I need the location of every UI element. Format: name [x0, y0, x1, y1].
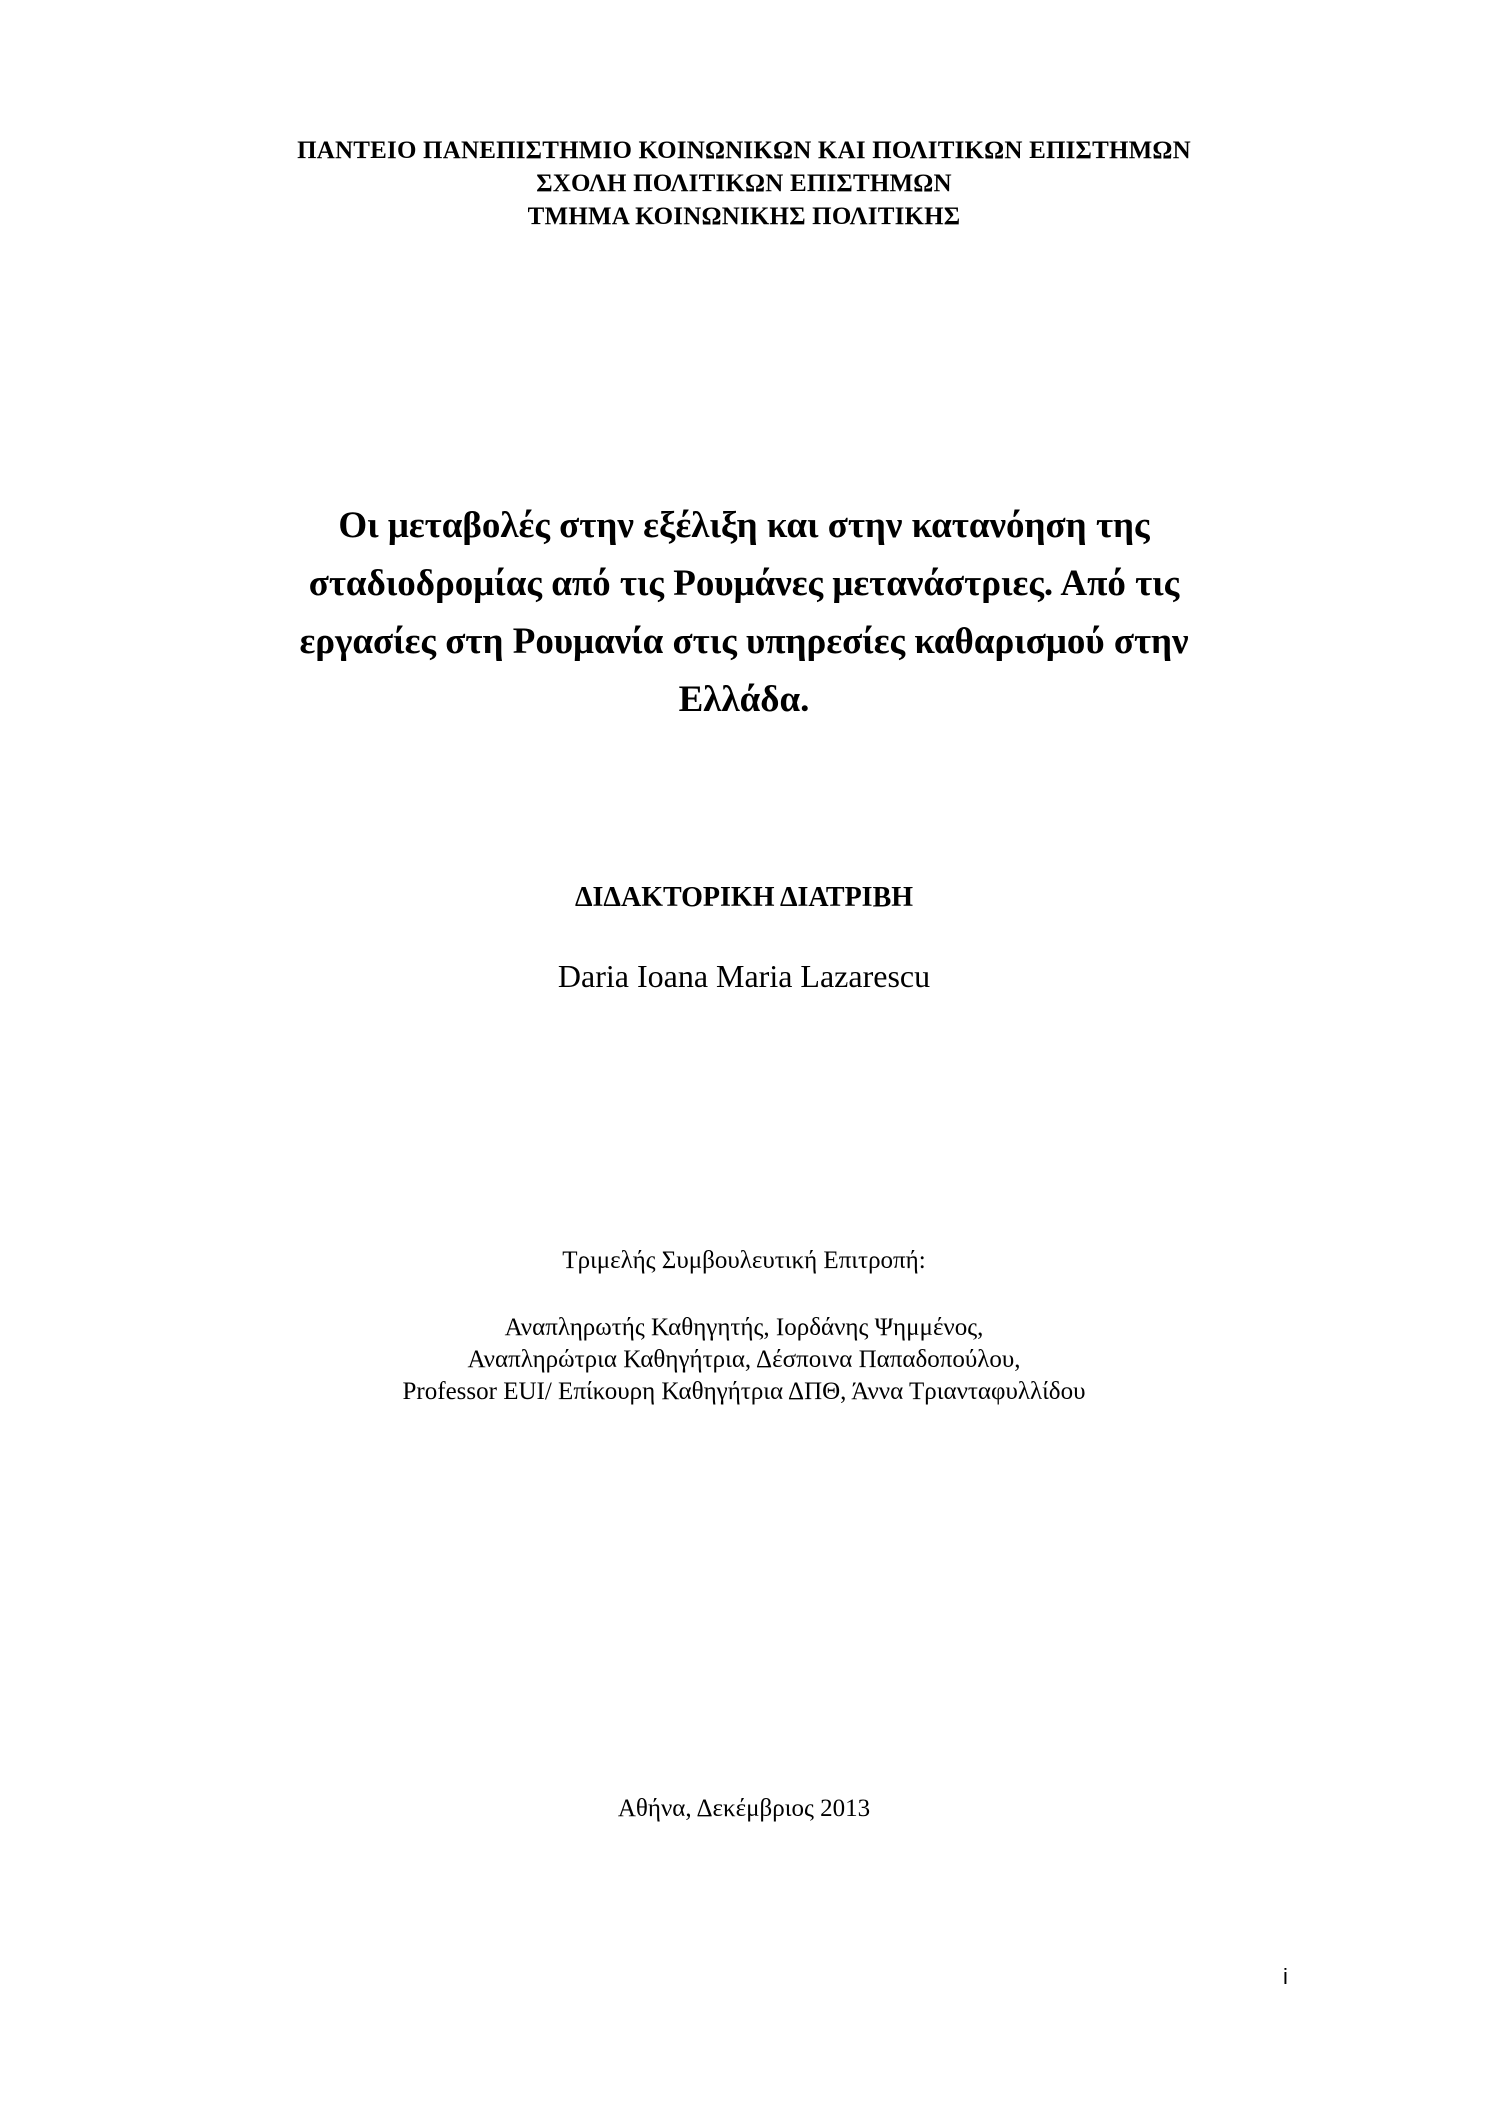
author-name: Daria Ioana Maria Lazarescu: [557, 958, 931, 994]
committee-member: Αναπληρωτής Καθηγητής, Ιορδάνης Ψημμένος,: [504, 1314, 984, 1341]
thesis-title: Οι μεταβολές στην εξέλιξη και στην κατανόηση της σταδιοδρομίας από τις Ρουμάνες μετανάστριες. Από τις εργασίες στη Ρουμανία στις υπηρεσίες καθαρισμού στην Ελλάδα.: [299, 505, 1189, 720]
institution-header: [0, 134, 1488, 233]
university-name: ΠΑΝΤΕΙΟ ΠΑΝΕΠΙΣΤΗΜΙΟ ΚΟΙΝΩΝΙΚΩΝ ΚΑΙ ΠΟΛΙΤΙΚΩΝ ΕΠΙΣΤΗΜΩΝ: [297, 137, 1191, 164]
committee-member: Professor EUI/ Επίκουρη Καθηγήτρια ΔΠΘ, Άννα Τριανταφυλλίδου: [402, 1378, 1086, 1405]
department-name: ΤΜΗΜΑ ΚΟΙΝΩΝΙΚΗΣ ΠΟΛΙΤΙΚΗΣ: [527, 203, 961, 230]
page-number: i: [1283, 1964, 1288, 1989]
document-type: ΔΙΔΑΚΤΟΡΙΚΗ ΔΙΑΤΡΙΒΗ: [574, 882, 914, 913]
school-name: ΣΧΟΛΗ ΠΟΛΙΤΙΚΩΝ ΕΠΙΣΤΗΜΩΝ: [536, 170, 952, 197]
place-date: Αθήνα, Δεκέμβριος 2013: [617, 1795, 871, 1822]
committee-member: Αναπληρώτρια Καθηγήτρια, Δέσποινα Παπαδοπούλου,: [467, 1346, 1021, 1373]
committee-members: [0, 1312, 1488, 1408]
committee-heading: Τριμελής Συμβουλευτική Επιτροπή:: [562, 1247, 926, 1274]
